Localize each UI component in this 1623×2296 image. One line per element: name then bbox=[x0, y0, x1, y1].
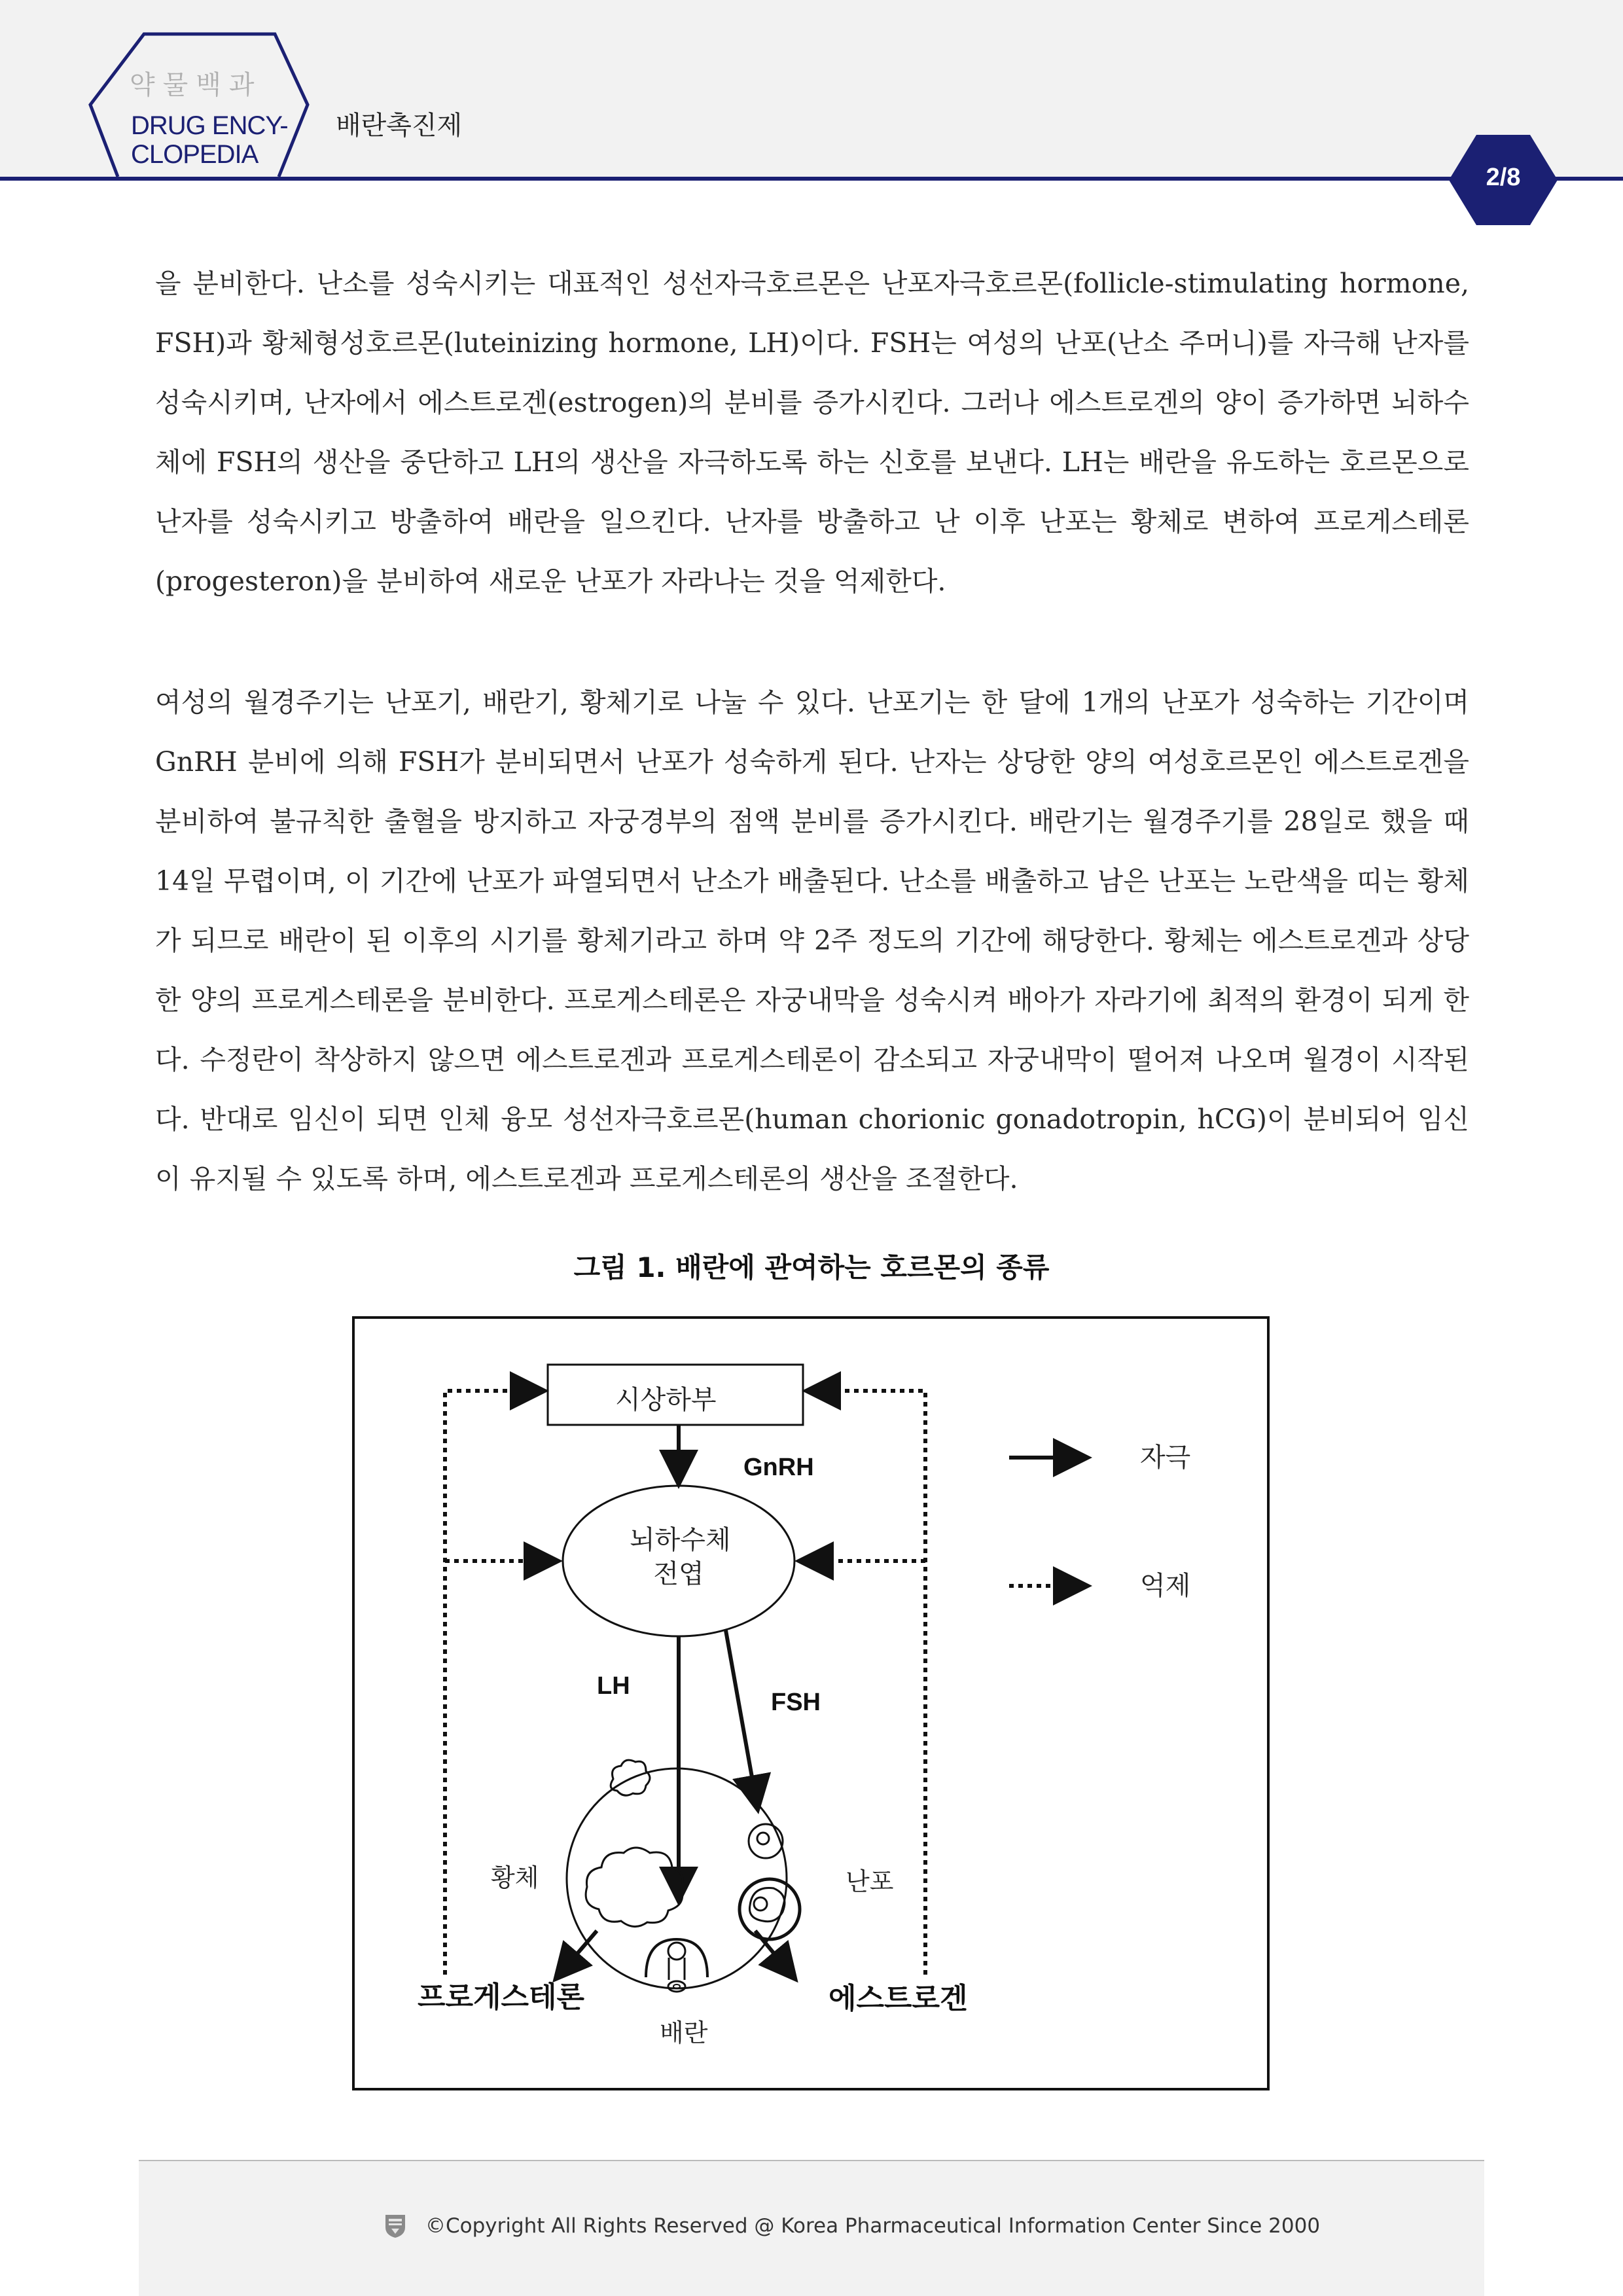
figure-caption: 그림 1. 배란에 관여하는 호르몬의 종류 bbox=[573, 1251, 1050, 1283]
progesterone-arrow bbox=[558, 1931, 597, 1977]
label-pituitary-line-1: 뇌하수체 bbox=[630, 1525, 731, 1555]
legend-inhibit-label: 억제 bbox=[1140, 1571, 1191, 1601]
copyright-text: ©Copyright All Rights Reserved @ Korea Pharmaceutical Information Center Since 2000 bbox=[425, 2214, 1321, 2238]
footer-rule bbox=[139, 2160, 1484, 2161]
label-progesterone: 프로게스테론 bbox=[418, 1981, 585, 2014]
label-gnrh: GnRH bbox=[743, 1454, 814, 1481]
hormone-diagram bbox=[352, 1316, 1270, 2090]
body-paragraph-2: 여성의 월경주기는 난포기, 배란기, 황체기로 나눌 수 있다. 난포기는 한 달에 1개의 난포가 성숙하는 기간이며 GnRH 분비에 의해 FSH가 분비되면서 난포가 성숙하게 된다. 난자는 상당한 양의 여성호르몬인 에스트로겐을 분비하여 불규칙한 출혈을 방지하고 자궁경부의 점액 분비를 증가시킨다. 배란기는 월경주기를 28일로 했을 때 14일 무렵이며, 이 기간에 난포가 파열되면서 난소가 배출된다. 난소를 배출하고 남은 난포는 노란색을 띠는 황체가 되므로 배란이 된 이후의 시기를 황체기라고 하며 약 2주 정도의 기간에 해당한다. 황체는 에스트로겐과 상당한 양의 프로게스테론을 분비한다. 프로게스테론은 자궁내막을 성숙시켜 배아가 자라기에 최적의 환경이 되게 한다. 수정란이 착상하지 않으면 에스트로겐과 프로게스테론이 감소되고 자궁내막이 떨어져 나오며 월경이 시작된다. 반대로 임신이 되면 인체 융모 성선자극호르몬(human chorionic gonadotropin, hCG)이 분비되어 임신이 유지될 수 있도록 하며, 에스트로겐과 프로게스테론의 생산을 조절한다. bbox=[155, 687, 1469, 1194]
legend-stimulate-label: 자극 bbox=[1140, 1443, 1191, 1473]
kpic-emblem-icon bbox=[383, 2213, 408, 2239]
label-fsh: FSH bbox=[771, 1689, 821, 1716]
label-pituitary-line-2: 전엽 bbox=[653, 1559, 704, 1589]
logo-english-line-1: DRUG ENCY- bbox=[131, 111, 288, 140]
document-title: 배란촉진제 bbox=[336, 111, 463, 141]
label-lh: LH bbox=[597, 1672, 630, 1700]
body-paragraph-1: 을 분비한다. 난소를 성숙시키는 대표적인 성선자극호르몬은 난포자극호르몬(follicle-stimulating hormone, FSH)과 황체형성호르몬(luteinizing hormone, LH)이다. FSH는 여성의 난포(난소 주머니)를 자극해 난자를 성숙시키며, 난자에서 에스트로겐(estrogen)의 분비를 증가시킨다. 그러나 에스트로겐의 양이 증가하면 뇌하수체에 FSH의 생산을 중단하고 LH의 생산을 자극하도록 하는 신호를 보낸다. LH는 배란을 유도하는 호르몬으로 난자를 성숙시키고 방출하여 배란을 일으킨다. 난자를 방출하고 난 이후 난포는 황체로 변하여 프로게스테론(progesteron)을 분비하여 새로운 난포가 자라나는 것을 억제한다. bbox=[155, 268, 1469, 597]
label-follicle: 난포 bbox=[846, 1867, 894, 1896]
label-estrogen: 에스트로겐 bbox=[829, 1982, 968, 2015]
logo-korean: 약물백과 bbox=[130, 70, 262, 100]
page-number: 2/8 bbox=[1486, 164, 1521, 191]
logo-english bbox=[131, 111, 288, 169]
label-hypothalamus: 시상하부 bbox=[615, 1385, 717, 1415]
label-pituitary bbox=[630, 1523, 731, 1591]
label-ovulation: 배란 bbox=[660, 2018, 708, 2047]
label-corpus-luteum: 황체 bbox=[491, 1863, 539, 1892]
follicle-large-egg bbox=[754, 1897, 767, 1910]
fsh-arrow bbox=[726, 1630, 757, 1806]
logo-english-line-2: CLOPEDIA bbox=[131, 140, 259, 169]
